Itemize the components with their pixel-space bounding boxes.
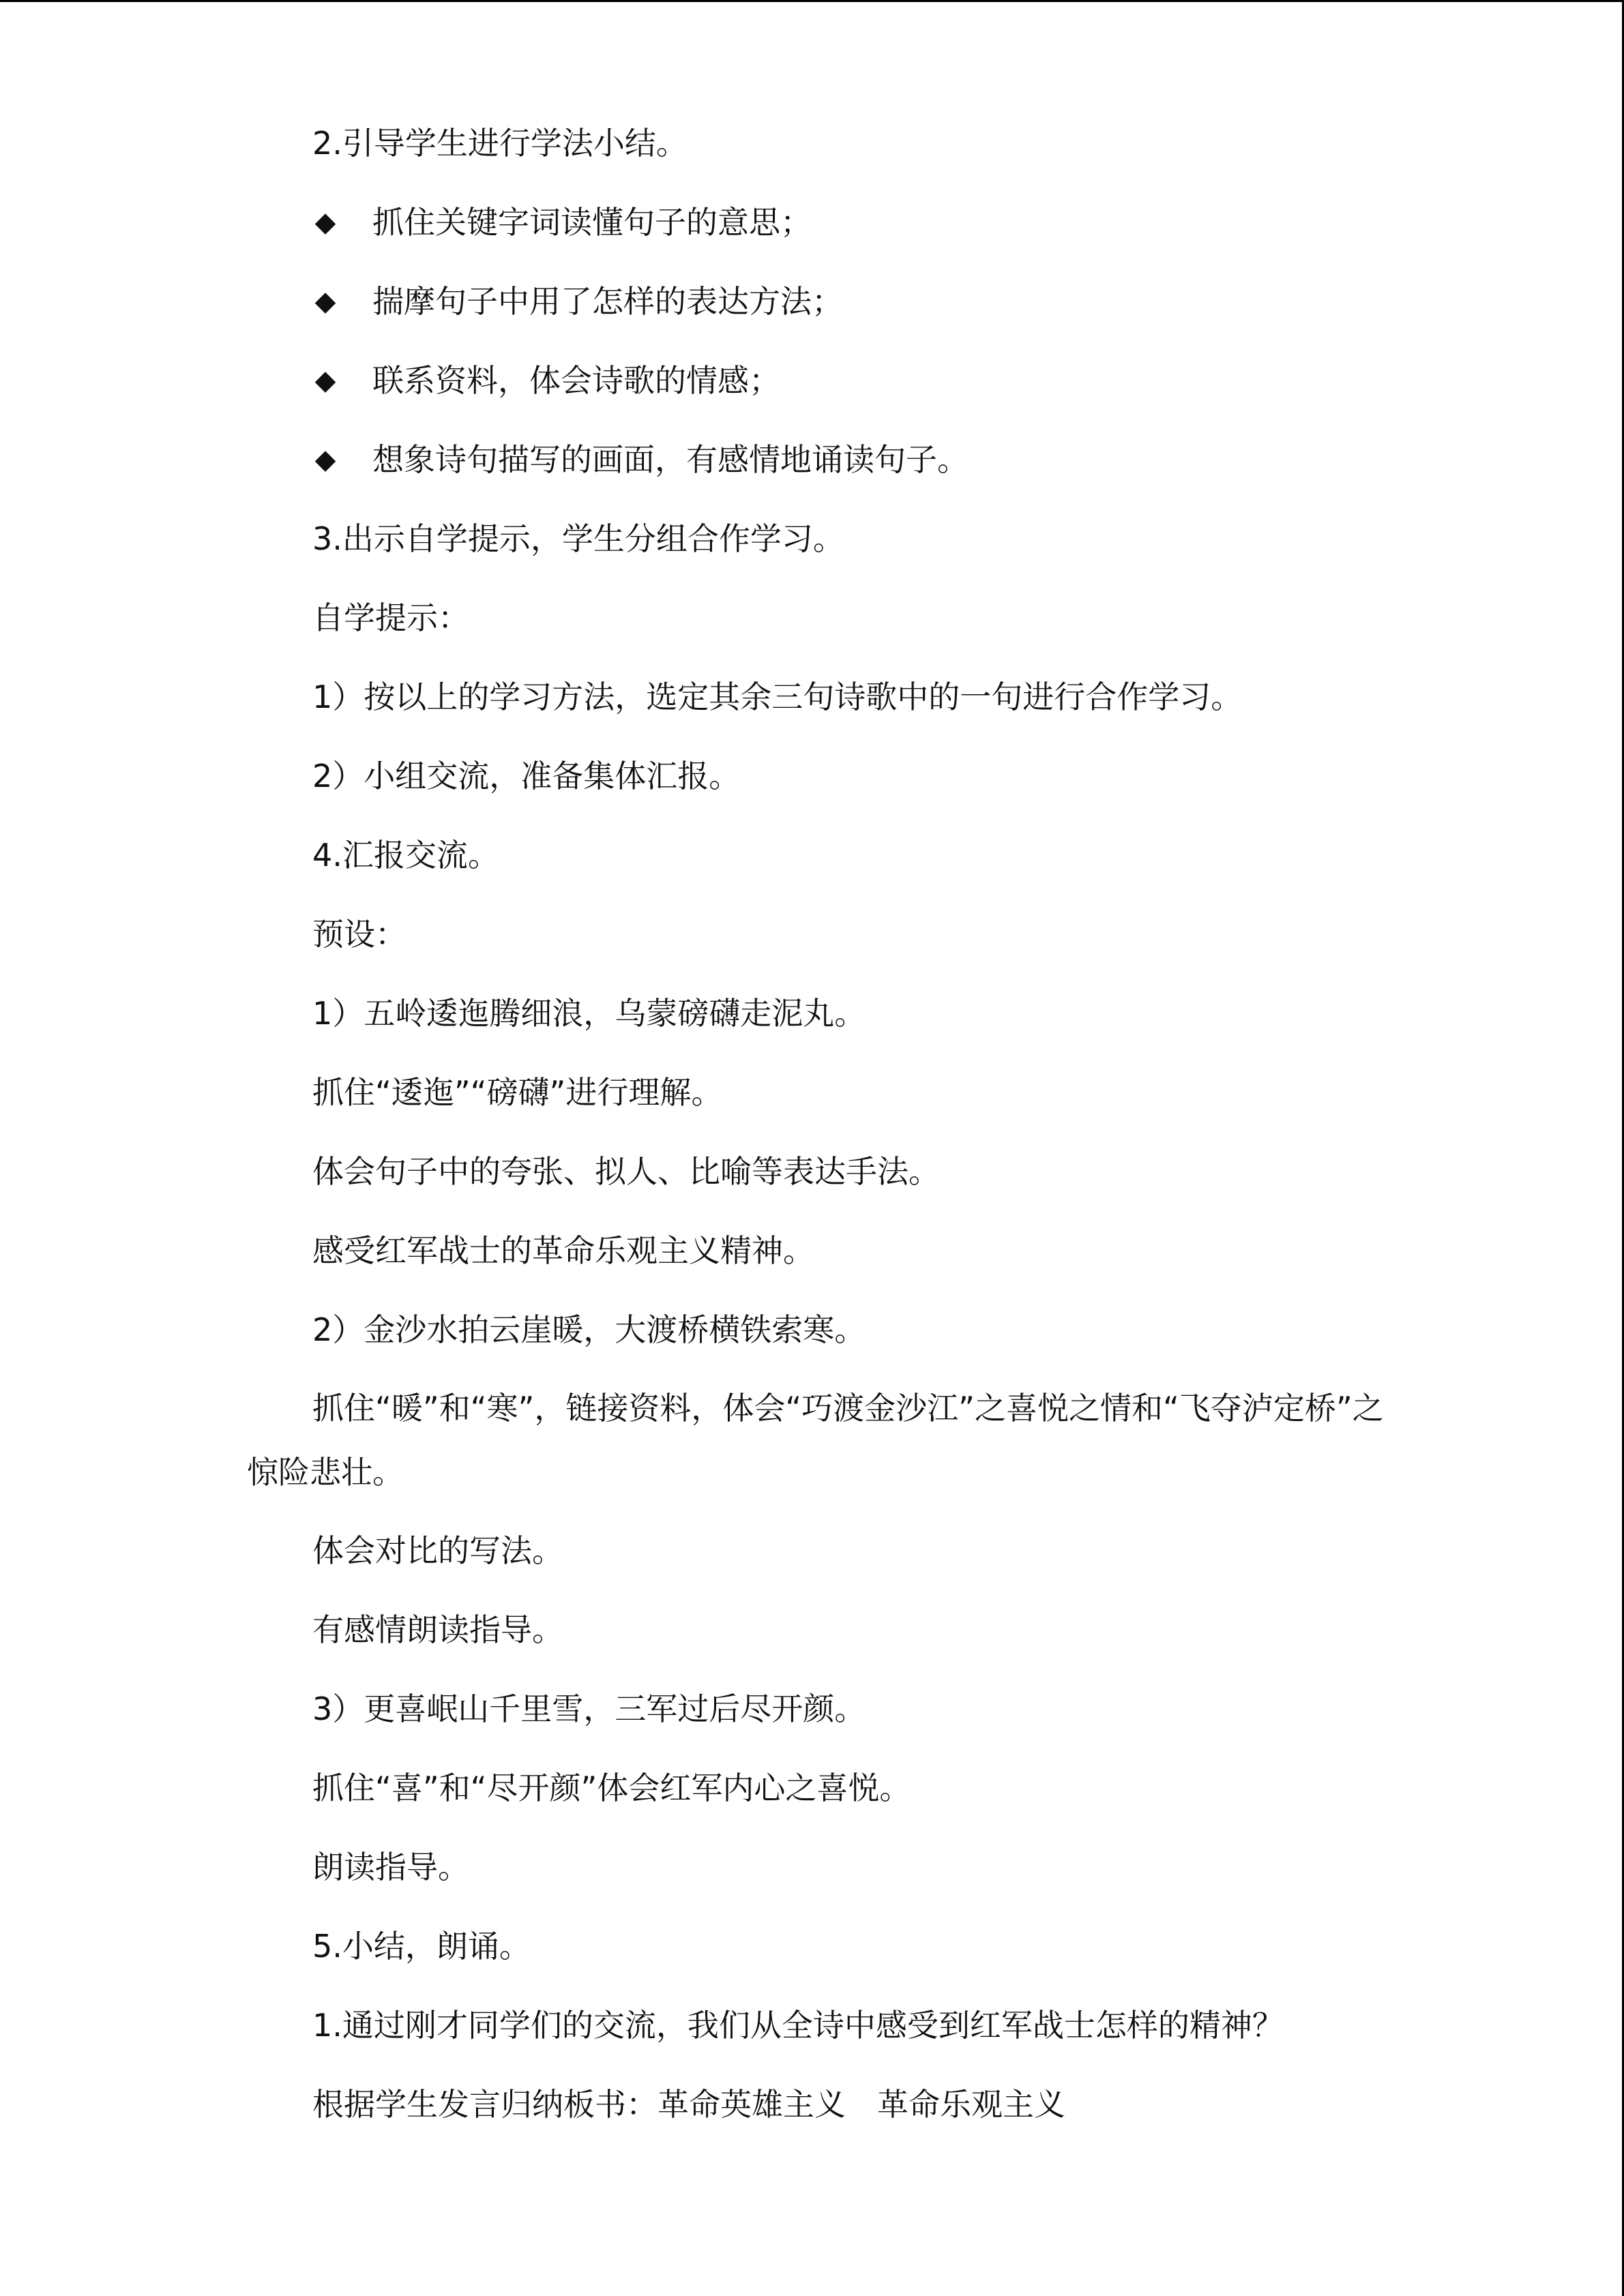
diamond-bullet-icon: ◆ <box>314 286 336 317</box>
bullet-item <box>247 360 1406 401</box>
paragraph: 1）按以上的学习方法，选定其余三句诗歌中的一句进行合作学习。 <box>312 679 1243 715</box>
paragraph: 根据学生发言归纳板书：革命英雄主义 革命乐观主义 <box>312 2086 1065 2123</box>
paragraph: 预设： <box>312 916 407 953</box>
diamond-bullet-icon: ◆ <box>314 444 336 475</box>
paragraph: 体会对比的写法。 <box>312 1532 563 1569</box>
diamond-bullet-icon: ◆ <box>314 207 336 238</box>
paragraph: 2）小组交流，准备集体汇报。 <box>312 758 741 794</box>
paragraph: 朗读指导。 <box>312 1849 469 1885</box>
bullet-item <box>247 439 1406 480</box>
paragraph: 1.通过刚才同学们的交流，我们从全诗中感受到红军战士怎样的精神？ <box>312 2007 1284 2044</box>
paragraph: 抓住“喜”和“尽开颜”体会红军内心之喜悦。 <box>312 1770 911 1806</box>
paragraph: 4.汇报交流。 <box>312 837 499 874</box>
bullet-text: 抓住关键字词读懂句子的意思； <box>372 204 812 241</box>
paragraph: 抓住“逶迤”“磅礴”进行理解。 <box>312 1074 723 1111</box>
bullet-text: 揣摩句子中用了怎样的表达方法； <box>372 283 843 320</box>
paragraph: 自学提示： <box>312 599 469 636</box>
paragraph: 5.小结，朗诵。 <box>312 1928 531 1965</box>
bullet-text: 联系资料，体会诗歌的情感； <box>372 362 780 399</box>
paragraph-multiline: 抓住“暖”和“寒”，链接资料，体会“巧渡金沙江”之喜悦之情和“飞夺泸定桥”之惊险悲壮。 <box>247 1390 1384 1491</box>
paragraph: 感受红军战士的革命乐观主义精神。 <box>312 1232 814 1269</box>
paragraph: 2）金沙水拍云崖暖，大渡桥横铁索寒。 <box>312 1311 866 1348</box>
bullet-text: 想象诗句描写的画面，有感情地诵读句子。 <box>372 441 969 478</box>
paragraph: 3.出示自学提示，学生分组合作学习。 <box>312 520 844 557</box>
paragraph: 2.引导学生进行学法小结。 <box>312 125 688 162</box>
paragraph: 1）五岭逶迤腾细浪，乌蒙磅礴走泥丸。 <box>312 995 866 1032</box>
bullet-item <box>247 202 1406 243</box>
document-body <box>247 123 1406 2163</box>
page-top-border <box>0 0 1624 2</box>
diamond-bullet-icon: ◆ <box>314 365 336 396</box>
paragraph: 体会句子中的夸张、拟人、比喻等表达手法。 <box>312 1153 940 1190</box>
bullet-item <box>247 281 1406 322</box>
paragraph: 有感情朗读指导。 <box>312 1611 563 1648</box>
paragraph: 3）更喜岷山千里雪，三军过后尽开颜。 <box>312 1690 866 1727</box>
